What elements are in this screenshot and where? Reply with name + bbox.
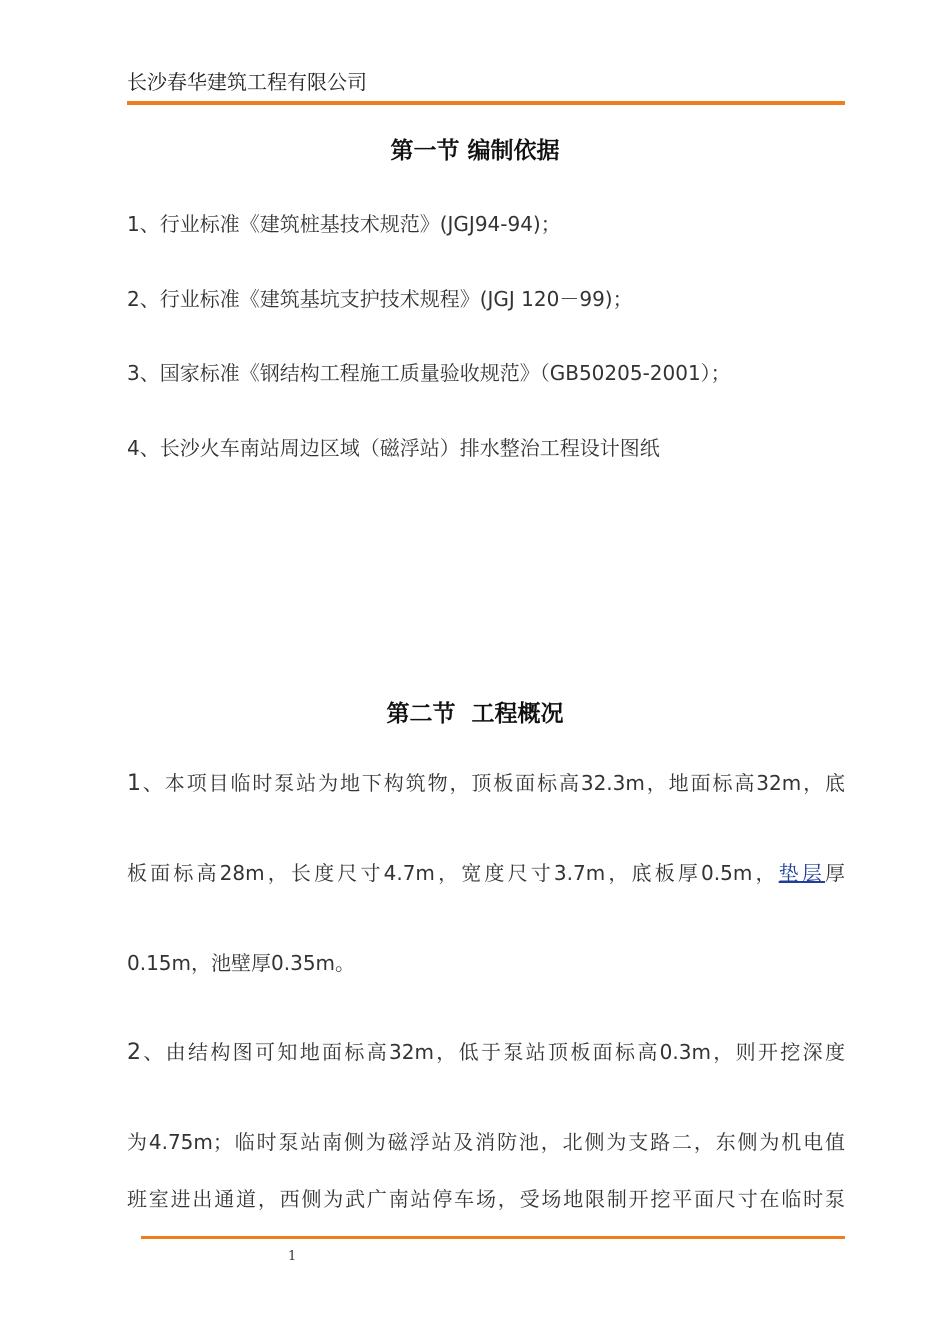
overview-para-1-line-2: [127, 857, 845, 886]
basis-item-2: 2、行业标准《建筑基坑支护技术规程》(JGJ 120－99)；: [127, 287, 633, 311]
overview-para-2-line-1: [127, 1036, 845, 1065]
overview-para-1-line-3: 0.15m，池壁厚0.35m。: [127, 951, 356, 975]
overview-para-2-line-2: 为4.75m；临时泵站南侧为磁浮站及消防池，北侧为支路二，东侧为机电值: [127, 1130, 845, 1154]
overview-para-2-line-3: 班室进出通道，西侧为武广南站停车场，受场地限制开挖平面尺寸在临时泵: [127, 1187, 845, 1211]
overview-para-1-line-1: [127, 767, 845, 796]
para-1-line-2-tail: 厚: [825, 861, 845, 885]
basis-item-1: 1、行业标准《建筑桩基技术规范》(JGJ94-94)；: [127, 212, 561, 236]
section-2-title: 第二节 工程概况: [386, 700, 564, 727]
para-2-line-1-text: 、由结构图可知地面标高32m，低于泵站顶板面标高0.3m，则开挖深度: [141, 1040, 845, 1064]
page-number: 1: [288, 1249, 297, 1264]
para-1-line-1-text: 、本项目临时泵站为地下构筑物，顶板面标高32.3m，地面标高32m，底: [141, 771, 845, 795]
para-1-number: 1: [127, 771, 141, 796]
section-1-title: 第一节 编制依据: [390, 137, 560, 164]
footer-divider: [141, 1236, 845, 1239]
cushion-layer-link[interactable]: 垫层: [778, 861, 825, 885]
basis-item-3: 3、国家标准《钢结构工程施工质量验收规范》（GB50205-2001）；: [127, 361, 731, 385]
basis-item-4: 4、长沙火车南站周边区域（磁浮站）排水整治工程设计图纸: [127, 436, 660, 460]
header-divider: [127, 101, 845, 105]
para-1-line-2-text: 板面标高28m，长度尺寸4.7m，宽度尺寸3.7m，底板厚0.5m，: [127, 861, 779, 885]
header-company-name: 长沙春华建筑工程有限公司: [127, 70, 367, 94]
para-2-number: 2: [127, 1040, 141, 1065]
